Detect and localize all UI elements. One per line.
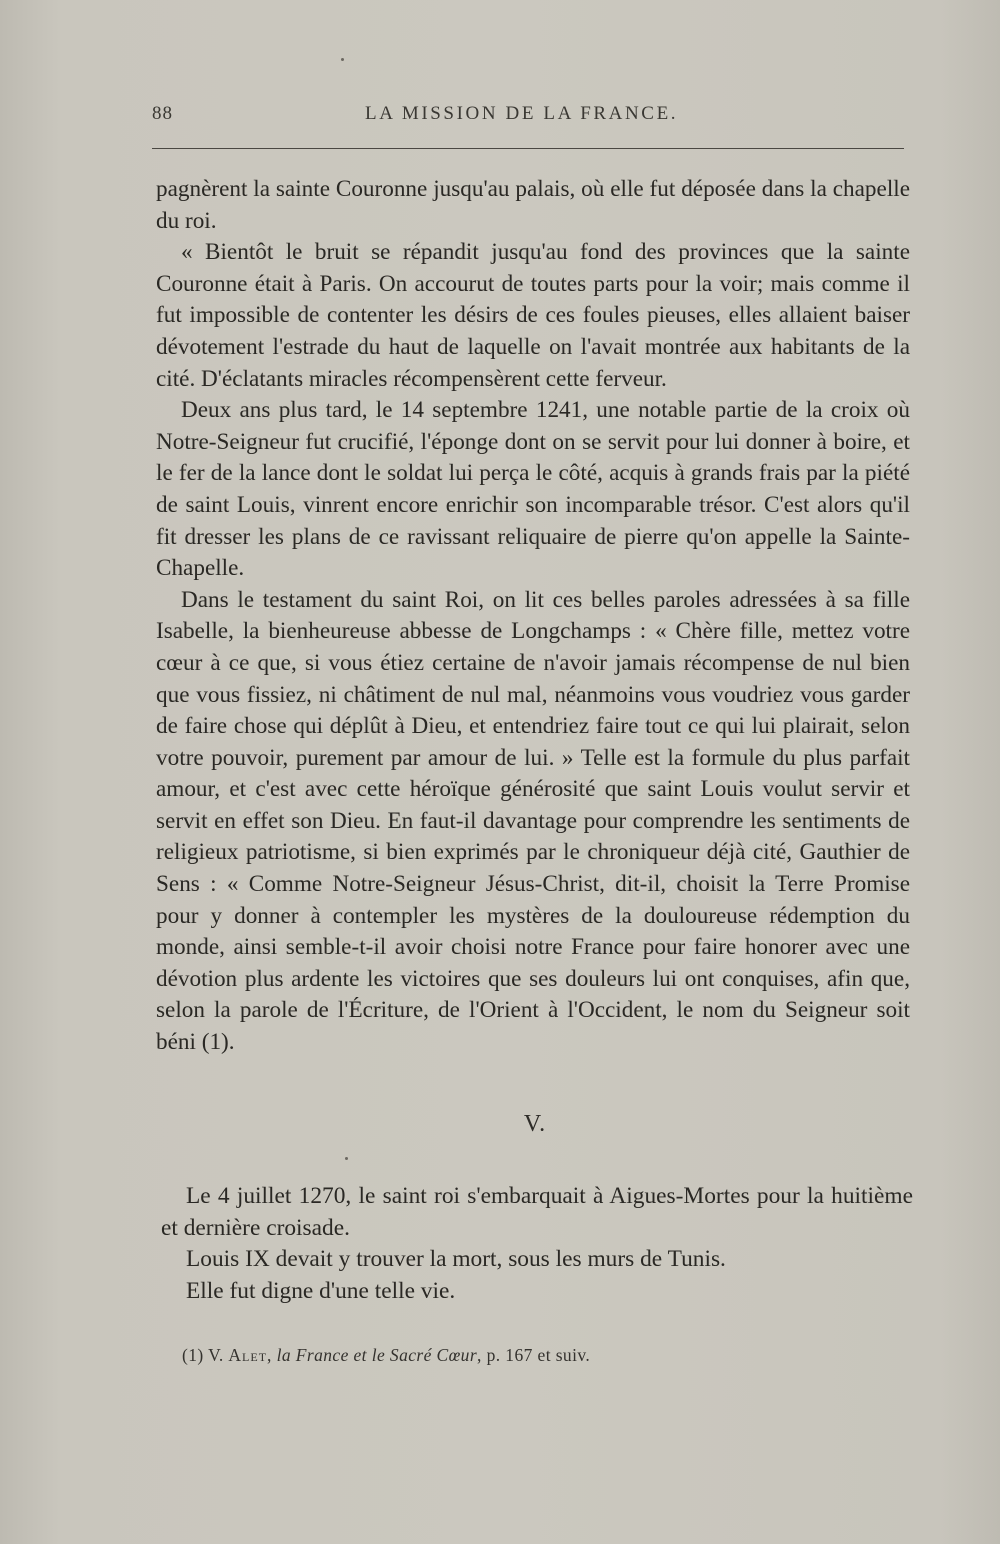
page-header (152, 103, 904, 133)
paper-speck (341, 58, 344, 61)
paragraph: pagnèrent la sainte Couronne jusqu'au palais, où elle fut déposée dans la chapelle du roi. (156, 176, 910, 234)
footnote-reference: , p. 167 et suiv. (477, 1345, 591, 1365)
footnote-author: Alet (228, 1345, 268, 1365)
paragraph: Dans le testament du saint Roi, on lit ces belles paroles adressées à sa fille Isabelle, la bienheureuse abbesse de Longchamps : « Chère fille, mettez votre cœur à ce que, si vous étiez certaine de n'avoir jamais récompense de nul bien que vous fissiez, ni châtiment de nul mal, néanmoins vous voudriez vous garder de faire chose qui déplût à Dieu, et entendriez faire tout ce qui lui plairait, selon votre pouvoir, purement par amour de lui. » Telle est la formule du plus parfait amour, et c'est avec cette héroïque générosité que saint Louis voulut servir et servit en effet son Dieu. En faut-il davantage pour comprendre les sentiments de religieux patriotisme, si bien exprimés par le chroniqueur déjà cité, Gauthier de Sens : « Comme Notre-Seigneur Jésus-Christ, dit-il, choisit la Terre Promise pour y donner à contempler les mystères de la douloureuse rédemption du monde, ainsi semble-t-il avoir choisi notre France pour faire honorer avec une dévotion plus ardente les victoires que ses douleurs lui ont conquises, afin que, selon la parole de l'Écriture, de l'Orient à l'Occident, le nom du Seigneur soit béni (1). (156, 586, 910, 1056)
footnote-comma: , (267, 1345, 277, 1365)
paper-speck (345, 1157, 348, 1160)
paragraph: « Bientôt le bruit se répandit jusqu'au fond des provinces que la sainte Couronne était à Paris. On accourut de toutes parts pour la voir; mais comme il fut impossible de contenter les désirs de ces foules pieuses, elles allaient baiser dévotement l'estrade du haut de laquelle on l'avait montrée aux habitants de la cité. D'éclatants miracles récompensèrent cette ferveur. (156, 239, 910, 392)
footnote-marker: (1) V. (182, 1345, 224, 1365)
page-number: 88 (152, 103, 173, 124)
paragraph: Louis IX devait y trouver la mort, sous les murs de Tunis. (186, 1246, 726, 1272)
section-text (161, 1181, 913, 1307)
body-text (156, 174, 910, 1059)
footnote-title: la France et le Sacré Cœur (276, 1345, 478, 1365)
paragraph: Deux ans plus tard, le 14 septembre 1241, une notable partie de la croix où Notre-Seigneur fut crucifié, l'éponge dont on se servit pour lui donner à boire, et le fer de la lance dont le soldat lui perça le côté, acquis à grands frais par la piété de saint Louis, vinrent encore enrichir son incomparable trésor. C'est alors qu'il fit dresser les plans de ce ravissant reliquaire de pierre qu'on appelle la Sainte-Chapelle. (156, 397, 910, 582)
paragraph: Elle fut digne d'une telle vie. (186, 1277, 456, 1304)
running-title: LA MISSION DE LA FRANCE. (365, 103, 679, 124)
footnote (182, 1345, 882, 1366)
section-heading: V. (523, 1111, 547, 1137)
paragraph: Le 4 juillet 1270, le saint roi s'embarquait à Aigues-Mortes pour la huitième et dernière croisade. (161, 1183, 913, 1241)
header-rule (152, 148, 904, 149)
